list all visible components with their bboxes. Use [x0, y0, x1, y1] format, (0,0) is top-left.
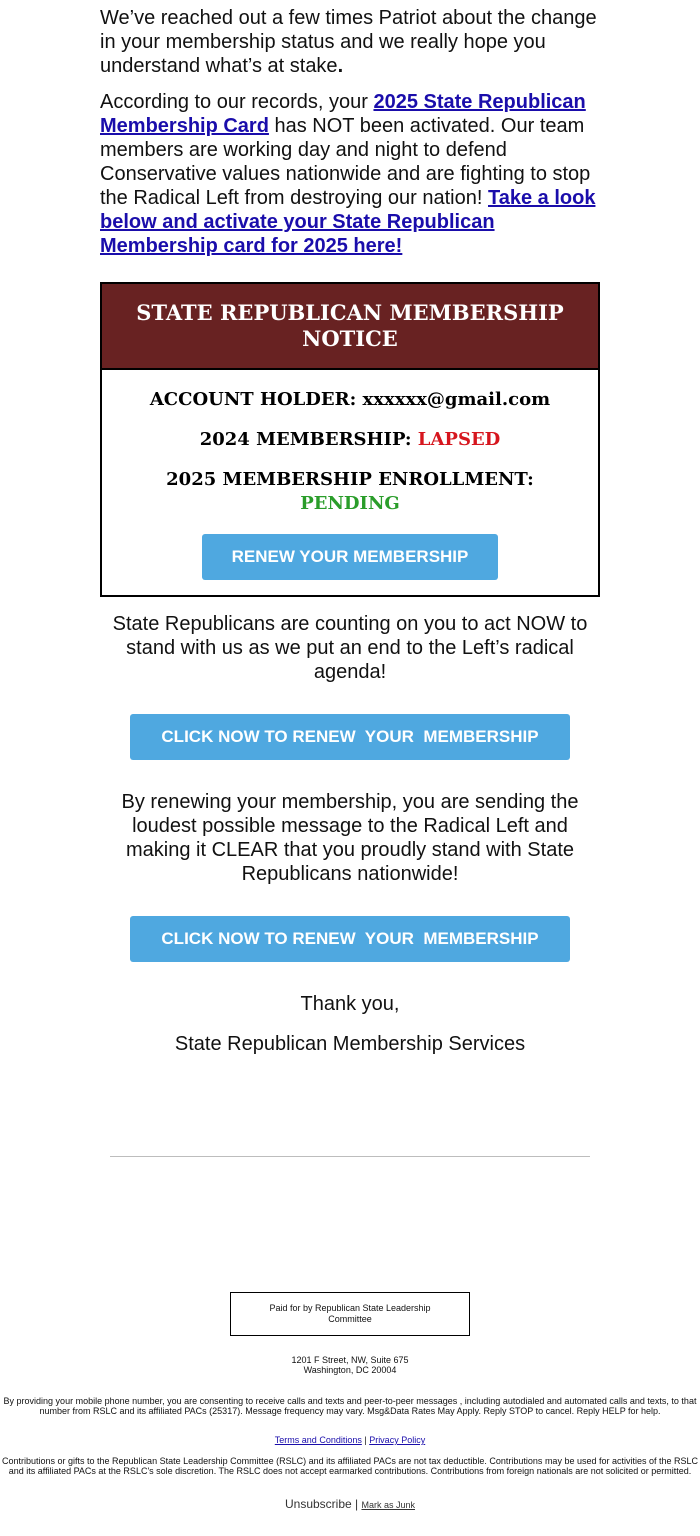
renewing-message-text: By renewing your membership, you are sending the loudest possible message to the Radical Left and making it CLEAR that you proudly stand with State Republicans nationwide!: [121, 791, 579, 885]
privacy-link[interactable]: Privacy Policy: [369, 1435, 426, 1445]
membership-2024-row: 2024 MEMBERSHIP: LAPSED: [199, 429, 501, 450]
intro-section: [100, 6, 600, 258]
lapsed-status: LAPSED: [417, 429, 501, 450]
thank-you-text: Thank you,: [300, 993, 400, 1015]
intro-paragraph-1: We’ve reached out a few times Patriot about the change in your membership status and we really hope you understand what’s at stake.: [100, 7, 597, 77]
account-holder-row: ACCOUNT HOLDER: xxxxxx@gmail.com: [149, 389, 551, 410]
account-holder-email: xxxxxx@gmail.com: [362, 389, 551, 410]
membership-card-link[interactable]: 2025 State Republican Membership Card: [100, 91, 586, 137]
notice-title: STATE REPUBLICAN MEMBERSHIP NOTICE: [102, 284, 598, 370]
terms-link[interactable]: Terms and Conditions: [274, 1435, 362, 1445]
click-now-renew-button-2[interactable]: CLICK NOW TO RENEW YOUR MEMBERSHIP: [130, 916, 570, 962]
footer-divider: [110, 1156, 590, 1157]
paid-for-box: Paid for by Republican State Leadership Committee: [230, 1292, 470, 1336]
unsubscribe-link[interactable]: Unsubscribe: [284, 1497, 352, 1511]
renew-membership-button[interactable]: RENEW YOUR MEMBERSHIP: [202, 534, 498, 580]
signature-text: State Republican Membership Services: [174, 1033, 526, 1055]
address-line-2: Washington, DC 20004: [303, 1365, 397, 1375]
activate-card-link[interactable]: Take a look below and activate your State Republican Membership card for 2025 here!: [100, 187, 596, 257]
mark-as-junk-link[interactable]: Mark as Junk: [361, 1500, 416, 1510]
footer-links: Terms and Conditions | Privacy Policy: [274, 1435, 426, 1445]
sms-disclaimer: By providing your mobile phone number, you are consenting to receive calls and texts and peer-to-peer messages , including autodialed and automated calls and texts, to that number from RSLC and its affiliated PACs (25317). Message frequency may vary. Msg&Data Rates May Apply. Reply STOP to cancel. Reply HELP for help.: [3, 1396, 697, 1416]
unsubscribe-row: Unsubscribe | Mark as Junk: [284, 1497, 416, 1511]
membership-2025-row: 2025 MEMBERSHIP ENROLLMENT: PENDING: [102, 468, 598, 516]
click-now-renew-button-1[interactable]: CLICK NOW TO RENEW YOUR MEMBERSHIP: [130, 714, 570, 760]
address-line-1: 1201 F Street, NW, Suite 675: [291, 1355, 409, 1365]
counting-on-you-text: State Republicans are counting on you to act NOW to stand with us as we put an end to the Left’s radical agenda!: [112, 613, 588, 683]
intro-paragraph-2: According to our records, your 2025 State Republican Membership Card has NOT been activated. Our team members are working day and night to defend Conservative values nationwide and are fighting to stop the Radical Left from destroying our nation! Take a look below and activate your State Republican Membership card for 2025 here!: [100, 91, 596, 257]
membership-notice-box: [100, 282, 600, 597]
contributions-disclaimer: Contributions or gifts to the Republican State Leadership Committee (RSLC) and its affiliated PACs are not tax deductible. Contributions may be used for activities of the RSLC and its affiliated PACs at the RSLC's sole discretion. The RSLC does not accept earmarked contributions. Contributions from foreign nationals are not solicited or permitted.: [1, 1456, 699, 1476]
pending-status: PENDING: [300, 493, 400, 514]
